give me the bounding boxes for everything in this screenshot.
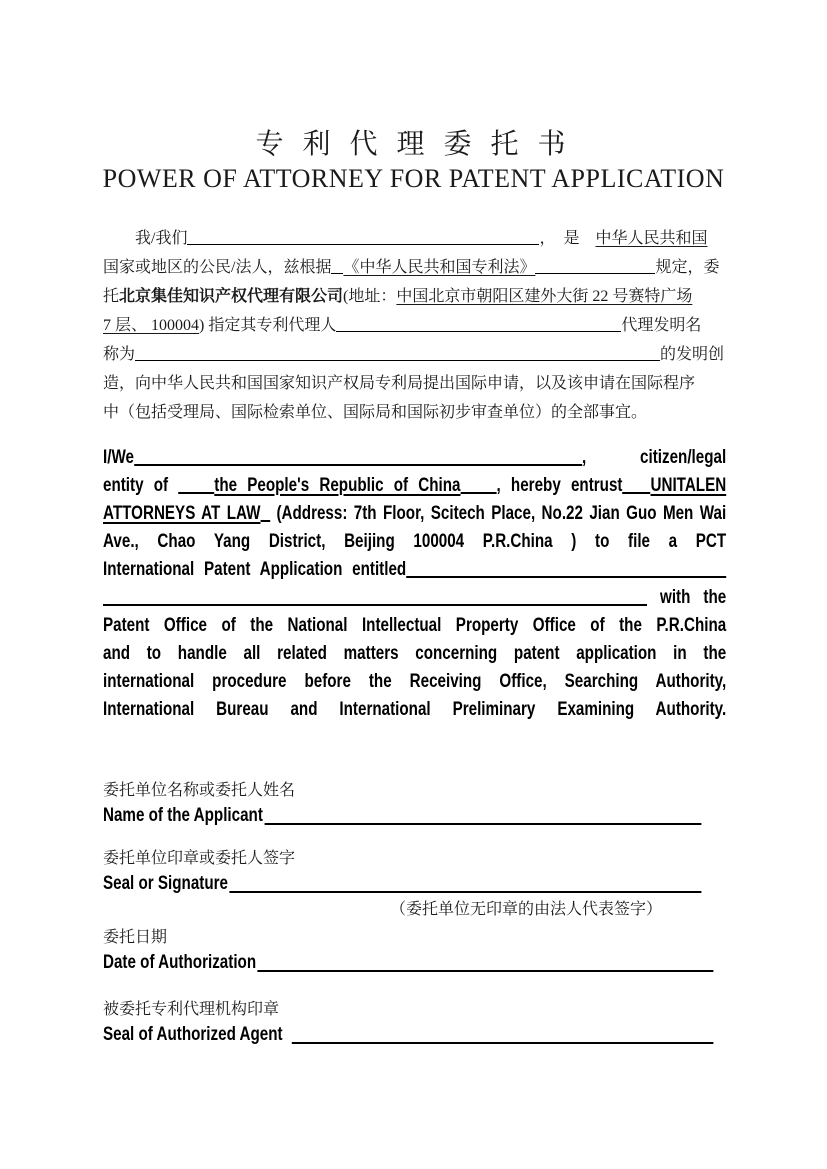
field-row [103, 871, 726, 897]
en-line [103, 528, 726, 556]
field-label-english: Seal or Signature [103, 873, 229, 894]
text-segment: 代理发明名 [621, 317, 702, 334]
blank-underline [535, 261, 655, 274]
en-line [103, 584, 726, 612]
signature-field [103, 779, 726, 829]
cn-line [103, 282, 726, 311]
text-segment: (地址： [343, 288, 397, 305]
blank-underline [134, 452, 582, 466]
blank-underline [260, 508, 270, 522]
field-label-english: Name of the Applicant [103, 805, 263, 826]
text-segment: and to handle all related matters concerning patent application in the [103, 643, 727, 664]
signature-fields-section [103, 779, 726, 1048]
field-row [103, 1022, 726, 1048]
cn-line [103, 398, 726, 427]
en-line [103, 444, 726, 472]
underlined-text: 7 层、 100004 [103, 317, 200, 334]
underlined-text: 中华人民共和国 [595, 230, 708, 247]
text-segment: International Bureau and International Preliminary Examining Authority. [103, 699, 727, 720]
text-segment: , hereby entrust [496, 475, 623, 496]
cn-line [103, 340, 726, 369]
text-segment: 造，向中华人民共和国国家知识产权局专利局提出国际申请，以及该申请在国际程序 [103, 375, 696, 392]
underlined-text: the People's Republic of China [214, 475, 461, 496]
text-segment: international procedure before the Receiving Office, Searching Authority, [103, 671, 727, 692]
document-title-english: POWER OF ATTORNEY FOR PATENT APPLICATION [102, 164, 725, 193]
signature-field [103, 847, 726, 923]
blank-underline [622, 480, 650, 494]
underlined-text: 《中华人民共和国专利法》 [343, 259, 536, 276]
text-segment: with the [647, 587, 727, 608]
text-segment: 我/我们 [135, 230, 188, 247]
blank-underline [331, 261, 343, 274]
field-blank-underline [265, 809, 702, 825]
text-segment: ) 指定其专利代理人 [199, 317, 337, 334]
en-line [103, 556, 726, 584]
en-line [103, 668, 726, 696]
text-segment: Ave., Chao Yang District, Beijing 100004 P.R.China ) to file a PCT [103, 531, 727, 552]
field-blank-underline [292, 1028, 713, 1044]
field-label-chinese: 委托单位印章或委托人签字 [103, 850, 296, 867]
field-row [103, 950, 726, 976]
underlined-text: ATTORNEYS AT LAW [103, 503, 261, 524]
text-segment: (Address: 7th Floor, Scitech Place, No.22 Jian Guo Men Wai [270, 503, 727, 524]
cn-line [103, 369, 726, 398]
signature-field [103, 926, 726, 976]
text-segment: , citizen/legal [581, 447, 727, 468]
field-label-english: Date of Authorization [103, 952, 257, 973]
field-label-chinese: 委托日期 [103, 929, 168, 946]
chinese-paragraph [103, 224, 726, 427]
underlined-text: 中国北京市朝阳区建外大街 22 号赛特广场 [396, 288, 693, 305]
text-segment: 托 [103, 288, 120, 305]
cn-line [103, 224, 726, 253]
field-row [103, 803, 726, 829]
en-line [103, 640, 726, 668]
blank-underline [187, 232, 539, 245]
field-label-chinese: 委托单位名称或委托人姓名 [103, 782, 296, 799]
en-line [103, 472, 726, 500]
underlined-text: UNITALEN [650, 475, 727, 496]
en-line [103, 612, 726, 640]
bold-text: 北京集佳知识产权代理有限公司 [119, 288, 344, 305]
field-label-english: Seal of Authorized Agent [103, 1024, 283, 1045]
cn-line [103, 311, 726, 340]
field-blank-underline [258, 956, 714, 972]
text-segment: I/We [103, 447, 134, 468]
text-segment: 的发明创 [660, 346, 725, 363]
blank-underline [103, 592, 647, 606]
blank-underline [461, 480, 497, 494]
blank-underline [406, 564, 726, 578]
english-paragraph [103, 444, 726, 724]
text-segment: entity of [103, 475, 179, 496]
text-segment: 国家或地区的公民/法人，兹根据 [103, 259, 332, 276]
text-segment: International Patent Application entitled [103, 559, 407, 580]
field-note: （委托单位无印章的由法人代表签字） [390, 901, 663, 918]
cn-line [103, 253, 726, 282]
text-segment: Patent Office of the National Intellectual Property Office of the P.R.China [103, 615, 727, 636]
signature-field [103, 998, 726, 1048]
field-label-chinese: 被委托专利代理机构印章 [103, 1001, 280, 1018]
blank-underline [135, 348, 660, 361]
document-title-chinese: 专 利 代 理 委 托 书 [255, 129, 572, 160]
text-segment: ， 是 [539, 230, 596, 247]
en-line [103, 500, 726, 528]
text-segment: 称为 [103, 346, 136, 363]
en-line [103, 696, 726, 724]
blank-underline [178, 480, 214, 494]
field-blank-underline [230, 877, 702, 893]
text-segment: 规定，委 [655, 259, 720, 276]
blank-underline [336, 319, 621, 332]
text-segment: 中（包括受理局、国际检索单位、国际局和国际初步审查单位）的全部事宜。 [103, 404, 648, 421]
